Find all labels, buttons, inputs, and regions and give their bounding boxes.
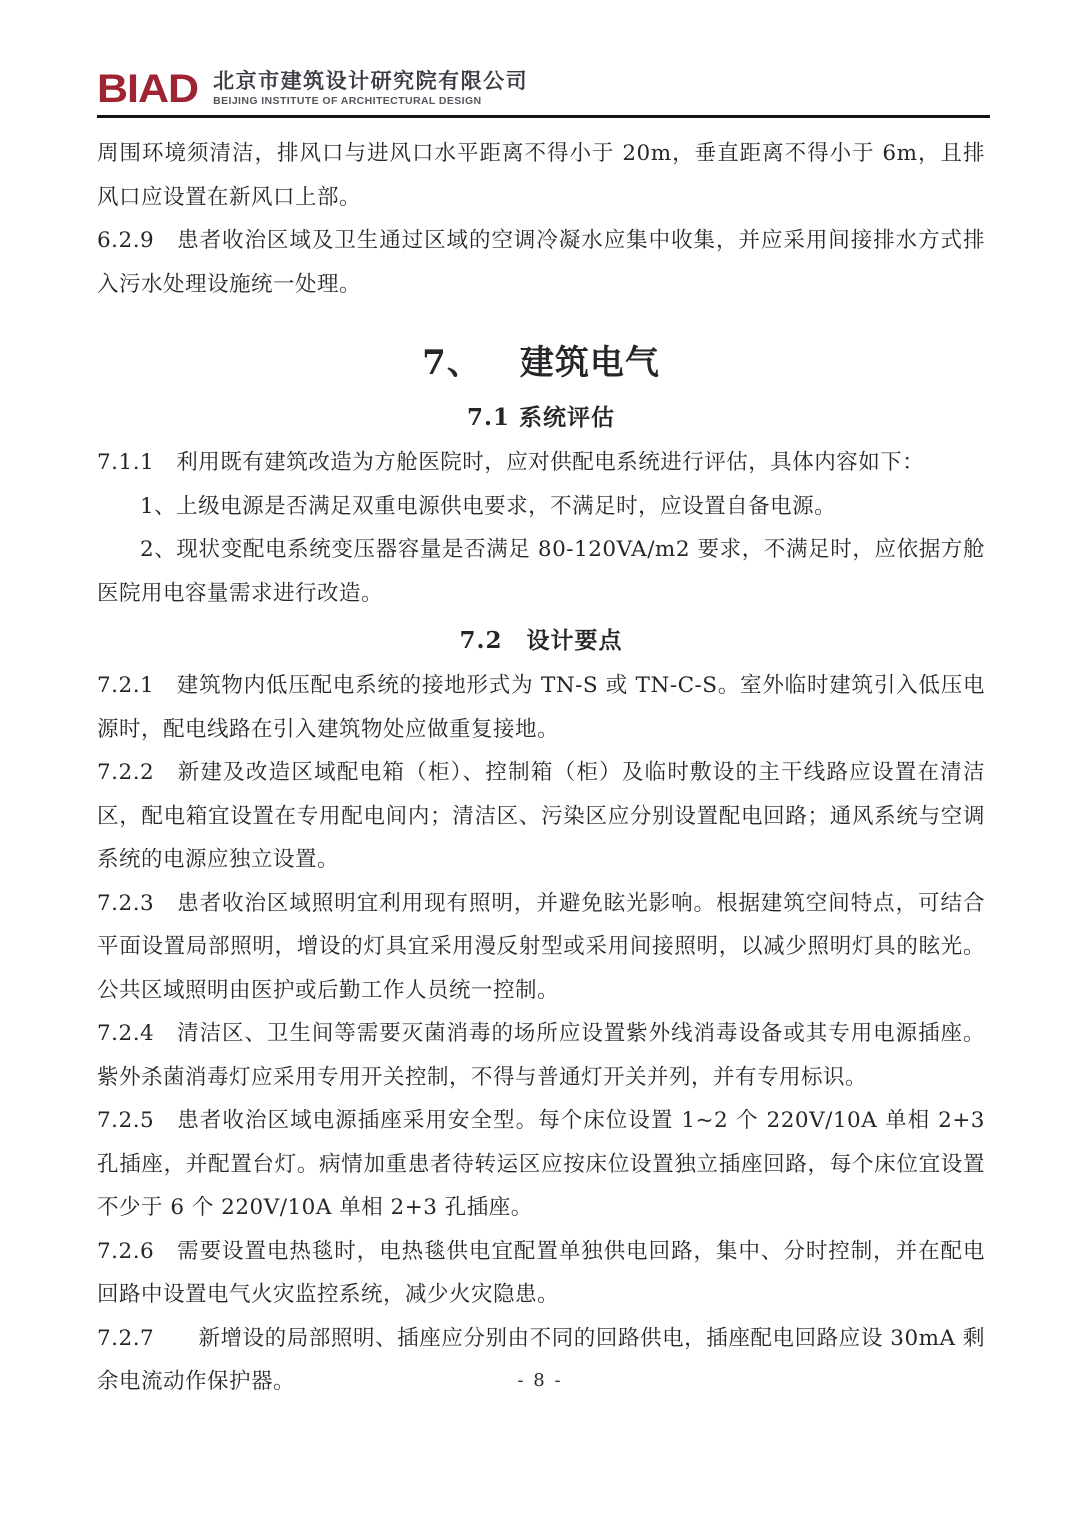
brand-row [97,66,990,112]
paragraph-prev-continuation: 周围环境须清洁，排风口与进风口水平距离不得小于 20m，垂直距离不得小于 6m，且排风口应设置在新风口上部。 [97,141,985,210]
document-body [97,132,985,1404]
chapter-number: 7、 [422,343,482,383]
clause-7-2-3: 7.2.3 患者收治区域照明宜利用现有照明，并避免眩光影响。根据建筑空间特点，可结合平面设置局部照明，增设的灯具宜采用漫反射型或采用间接照明，以减少照明灯具的眩光。公共区域照明由医护或后勤工作人员统一控制。 [97,890,985,1003]
section-7-1-heading: 7.1 系统评估 [466,404,616,431]
clause-7-2-6: 7.2.6 需要设置电热毯时，电热毯供电宜配置单独供电回路，集中、分时控制，并在配电回路中设置电气火灾监控系统，减少火灾隐患。 [97,1238,985,1307]
clause-7-2-5: 7.2.5 患者收治区域电源插座采用安全型。每个床位设置 1~2 个 220V/10A 单相 2+3 孔插座，并配置台灯。病情加重患者待转运区应按床位设置独立插座回路，每个床位宜设置不少于 6 个 220V/10A 单相 2+3 孔插座。 [97,1108,985,1220]
section-7-2-heading: 7.2 设计要点 [459,627,623,654]
clause-7-1-1: 7.1.1 利用既有建筑改造为方舱医院时，应对供配电系统进行评估，具体内容如下： [97,450,925,475]
company-name-en: BEIJING INSTITUTE OF ARCHITECTURAL DESIGN [213,95,482,107]
clause-7-2-2: 7.2.2 新建及改造区域配电箱（柜）、控制箱（柜）及临时敷设的主干线路应设置在清洁区，配电箱宜设置在专用配电间内；清洁区、污染区应分别设置配电回路；通风系统与空调系统的电源应独立设置。 [97,760,985,872]
header-rule [97,115,990,118]
biad-logo: BIAD [97,66,199,112]
page-number: - 8 - [517,1370,563,1391]
company-name-cn: 北京市建筑设计研究院有限公司 [213,70,529,93]
list-item-1: 1、上级电源是否满足双重电源供电要求，不满足时，应设置自备电源。 [140,493,837,519]
company-name-block [213,70,528,108]
chapter-title: 建筑电气 [519,343,660,383]
clause-7-2-7: 7.2.7 新增设的局部照明、插座应分别由不同的回路供电，插座配电回路应设 30mA 剩余电流动作保护器。 [97,1325,985,1394]
list-item-2: 2、现状变配电系统变压器容量是否满足 80-120VA/m2 要求，不满足时，应依据方舱医院用电容量需求进行改造。 [97,537,985,606]
page-header [0,0,1080,118]
clause-7-2-1: 7.2.1 建筑物内低压配电系统的接地形式为 TN-S 或 TN-C-S。室外临时建筑引入低压电源时，配电线路在引入建筑物处应做重复接地。 [97,673,985,742]
chapter-7-heading [97,336,985,390]
clause-7-2-4: 7.2.4 清洁区、卫生间等需要灭菌消毒的场所应设置紫外线消毒设备或其专用电源插座。紫外杀菌消毒灯应采用专用开关控制，不得与普通灯开关并列，并有专用标识。 [97,1021,985,1090]
clause-6-2-9: 6.2.9 患者收治区域及卫生通过区域的空调冷凝水应集中收集，并应采用间接排水方式排入污水处理设施统一处理。 [97,228,985,297]
